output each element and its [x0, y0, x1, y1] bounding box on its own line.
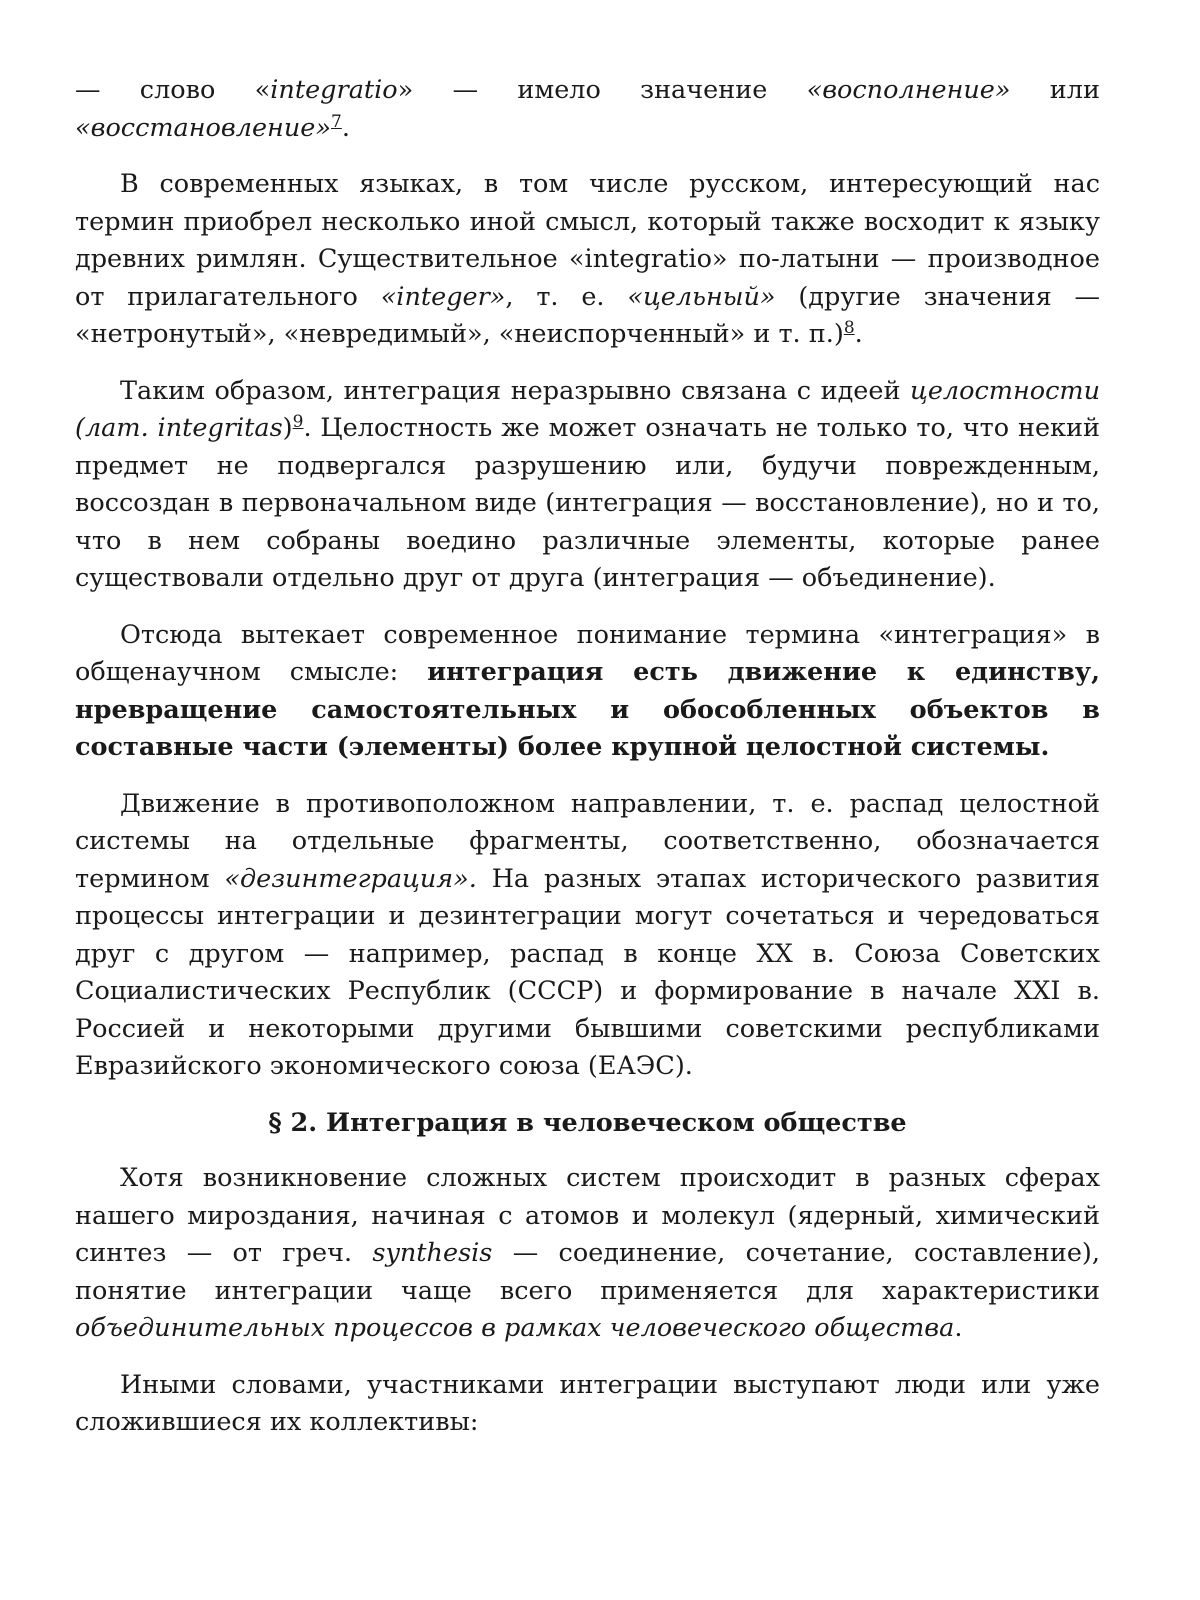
footnote-ref-9[interactable]: 9 [292, 412, 304, 432]
footnote-ref-7[interactable]: 7 [330, 111, 342, 132]
paragraph-5: Хотя возникновение сложных систем происходит в разных сферах нашего мироздания, начиная с атомов и молекул (ядерный, химический синтез — от греч. synthesis — соединение, сочетание, составление), понятие интеграции чаще всего применяется для характеристики объединительных процессов в рамках человеческого общества. [75, 1163, 1100, 1343]
footnote-ref-8[interactable]: 8 [843, 318, 855, 338]
latin-term: integratio [270, 75, 398, 105]
section-heading: § 2. Интеграция в человеческом обществе [268, 1107, 907, 1138]
paragraph-6: Иными словами, участниками интеграции выступают люди или уже сложившиеся их коллективы: [75, 1369, 1100, 1437]
definition-bold: интеграция есть движение к единству, нревращение самостоятельных и обособленных объектов в составные части (элементы) более крупной целостной системы. [75, 657, 1100, 762]
paragraph-2: Таким образом, интеграция неразрывно связана с идеей целостности (лат. integritas)$^9$. Целостность же может означать не только то, что некий предмет не подвергался разрушению или, будучи поврежденным, воссоздан в первоначальном виде (интеграция — восстановление), но и то, что в нем собраны воедино различные элементы, которые ранее существовали отдельно друг от друга (интеграция — объединение). [75, 375, 1100, 593]
paragraph-3: Отсюда вытекает современное понимание термина «интеграция» в общенаучном смысле: интеграция есть движение к единству, нревращение самостоятельных и обособленных объектов в составные части (элементы) более крупной целостной системы. [75, 619, 1100, 762]
document-page [75, 72, 1100, 1461]
paragraph-4: Движение в противоположном направлении, т. е. распад целостной системы на отдельные фрагменты, соответственно, обозначается термином «дезинтеграция». На разных этапах исторического развития процессы интеграции и дезинтеграции могут сочетаться и чередоваться друг с другом — например, распад в конце XX в. Союза Советских Социалистических Республик (СССР) и формирование в начале XXI в. Россией и некоторыми другими бывшими советскими республиками Евразийского экономического союза (ЕАЭС). [75, 788, 1101, 1081]
paragraph-1: В современных языках, в том числе русском, интересующий нас термин приобрел несколько иной смысл, который также восходит к языку древних римлян. Существительное «integratio» по-латыни — производное от прилагательного «integer», т. е. «цельный» (другие значения — «нетронутый», «невредимый», «неиспорченный» и т. п.)$^8$. [75, 169, 1100, 349]
paragraph-0: — слово «integratio» — имело значение «восполнение» или «восстановление»$^7$. [75, 75, 1100, 143]
